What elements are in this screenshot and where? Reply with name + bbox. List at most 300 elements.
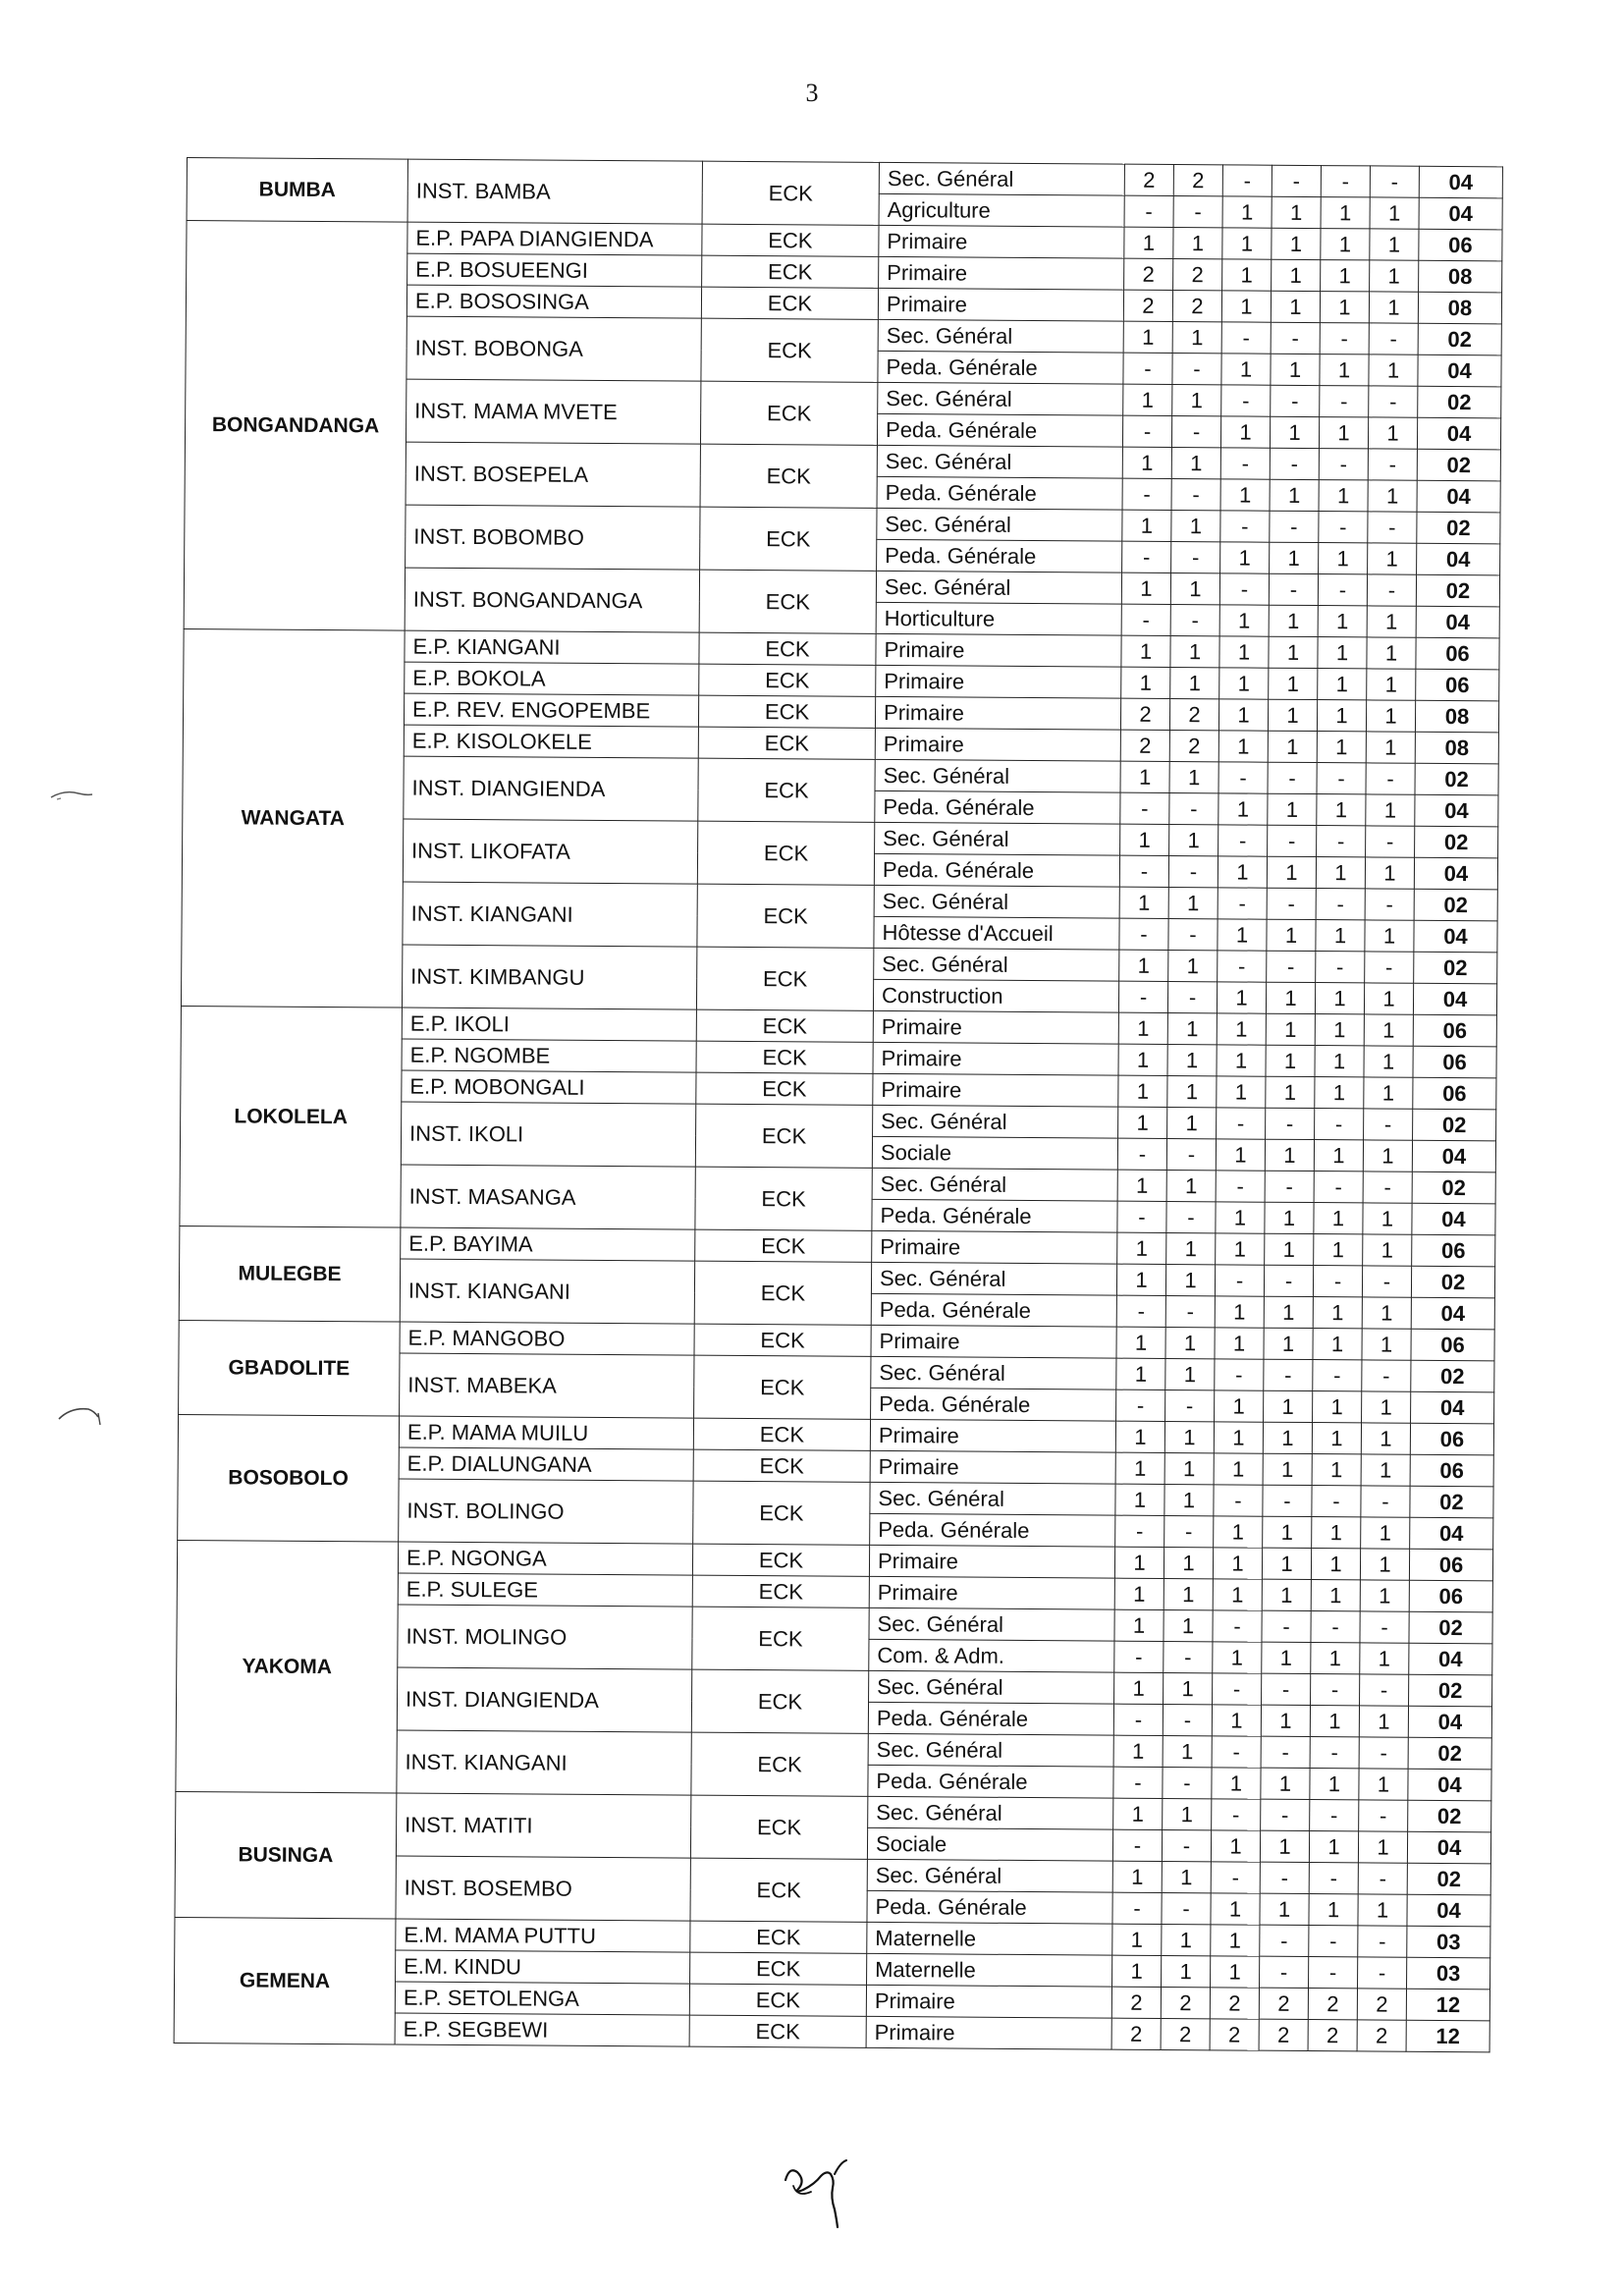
school-cell: E.P. MOBONGALI (402, 1070, 696, 1104)
count-cell: - (1213, 1610, 1262, 1642)
count-cell: 1 (1164, 1578, 1213, 1609)
count-cell: 1 (1222, 228, 1272, 259)
section-cell: Sec. Général (877, 508, 1122, 541)
count-cell: 1 (1120, 824, 1169, 855)
count-cell: - (1260, 1862, 1309, 1893)
section-cell: Peda. Générale (872, 1199, 1117, 1232)
count-cell: 1 (1272, 259, 1321, 291)
count-cell: 1 (1365, 857, 1414, 889)
count-cell: 1 (1166, 1170, 1216, 1201)
count-cell: 1 (1211, 1830, 1260, 1862)
section-cell: Peda. Générale (877, 476, 1122, 510)
count-cell: - (1119, 918, 1168, 950)
count-cell: 1 (1320, 292, 1369, 323)
school-cell: INST. BOLINGO (399, 1479, 693, 1544)
count-cell: - (1361, 1486, 1410, 1517)
count-cell: 2 (1210, 2019, 1259, 2050)
count-cell: 1 (1121, 667, 1170, 698)
section-cell: Primaire (876, 633, 1121, 667)
school-cell: E.P. MANGOBO (400, 1322, 694, 1355)
count-cell: 1 (1162, 1955, 1211, 1987)
total-cell: 06 (1412, 1234, 1495, 1267)
school-cell: E.P. SETOLENGA (395, 1982, 689, 2015)
count-cell: - (1166, 1201, 1216, 1232)
section-cell: Primaire (873, 1042, 1118, 1075)
organization-cell: ECK (697, 821, 874, 885)
total-cell: 02 (1417, 449, 1500, 481)
count-cell: - (1118, 981, 1167, 1012)
count-cell: - (1318, 574, 1367, 606)
count-cell: 1 (1217, 1045, 1266, 1076)
count-cell: - (1370, 166, 1419, 197)
count-cell: 1 (1363, 1140, 1412, 1172)
count-cell: 1 (1218, 731, 1268, 762)
margin-mark-2 (55, 1399, 104, 1429)
count-cell: - (1219, 573, 1269, 605)
district-cell: YAKOMA (176, 1540, 399, 1793)
section-cell: Peda. Générale (868, 1765, 1113, 1798)
total-cell: 04 (1408, 1769, 1491, 1801)
count-cell: 1 (1270, 479, 1319, 511)
organization-cell: ECK (691, 1732, 868, 1796)
count-cell: - (1366, 826, 1415, 857)
count-cell: 1 (1216, 1139, 1265, 1171)
count-cell: 1 (1118, 1075, 1167, 1107)
count-cell: 1 (1262, 1579, 1311, 1610)
count-cell: 1 (1113, 1798, 1163, 1829)
count-cell: 1 (1265, 1202, 1314, 1233)
count-cell: 1 (1312, 1423, 1361, 1454)
count-cell: - (1112, 1892, 1162, 1924)
count-cell: 1 (1315, 1046, 1364, 1077)
count-cell: - (1165, 1390, 1215, 1421)
count-cell: 1 (1168, 951, 1218, 982)
margin-mark-1 (47, 786, 96, 805)
count-cell: - (1309, 1863, 1358, 1894)
organization-cell: ECK (692, 1544, 869, 1576)
count-cell: - (1271, 322, 1320, 354)
count-cell: 1 (1271, 291, 1320, 322)
count-cell: - (1115, 1515, 1164, 1547)
count-cell: 1 (1358, 1894, 1407, 1926)
total-cell: 04 (1407, 1831, 1490, 1864)
section-cell: Maternelle (867, 1922, 1112, 1955)
organization-cell: ECK (702, 161, 879, 225)
count-cell: - (1367, 574, 1416, 606)
count-cell: - (1216, 1171, 1265, 1202)
total-cell: 02 (1408, 1800, 1491, 1832)
count-cell: - (1362, 1266, 1411, 1297)
section-cell: Primaire (869, 1576, 1114, 1609)
count-cell: 1 (1218, 793, 1268, 825)
section-cell: Construction (873, 979, 1118, 1012)
count-cell: - (1267, 888, 1316, 919)
section-cell: Peda. Générale (871, 1293, 1116, 1327)
count-cell: 1 (1266, 982, 1315, 1013)
count-cell: - (1316, 889, 1365, 920)
count-cell: 1 (1310, 1706, 1359, 1737)
count-cell: 1 (1115, 1452, 1164, 1484)
count-cell: 1 (1268, 731, 1317, 762)
total-cell: 02 (1411, 1360, 1494, 1392)
organization-cell: ECK (690, 1858, 867, 1922)
section-cell: Sec. Général (876, 571, 1121, 604)
count-cell: 1 (1220, 479, 1270, 511)
district-cell: BONGANDANGA (184, 221, 407, 631)
count-cell: - (1358, 1863, 1407, 1894)
count-cell: 1 (1165, 1327, 1215, 1358)
total-cell: 06 (1409, 1580, 1492, 1612)
count-cell: 1 (1215, 1328, 1264, 1359)
count-cell: 1 (1216, 1202, 1265, 1233)
school-cell: INST. MATITI (396, 1793, 690, 1858)
count-cell: - (1272, 165, 1321, 196)
count-cell: 1 (1360, 1643, 1409, 1674)
count-cell: - (1163, 1767, 1212, 1798)
count-cell: - (1213, 1673, 1262, 1705)
count-cell: 1 (1112, 1955, 1162, 1987)
count-cell: - (1212, 1736, 1261, 1768)
total-cell: 02 (1414, 952, 1497, 984)
organization-cell: ECK (702, 224, 879, 256)
school-cell: INST. KIANGANI (403, 882, 697, 947)
count-cell: 1 (1119, 887, 1168, 918)
count-cell: - (1120, 792, 1169, 824)
count-cell: 1 (1170, 573, 1219, 605)
total-cell: 02 (1418, 386, 1501, 418)
count-cell: - (1173, 196, 1222, 228)
count-cell: 1 (1264, 1296, 1313, 1328)
count-cell: 1 (1269, 605, 1318, 636)
count-cell: - (1122, 541, 1171, 572)
section-cell: Peda. Générale (878, 351, 1123, 384)
school-cell: E.P. MAMA MUILU (399, 1416, 693, 1449)
count-cell: 1 (1366, 700, 1415, 732)
count-cell: - (1119, 855, 1168, 887)
total-cell: 02 (1418, 323, 1501, 355)
section-cell: Sec. Général (878, 319, 1123, 353)
section-cell: Agriculture (879, 193, 1124, 227)
section-cell: Horticulture (876, 602, 1121, 635)
count-cell: - (1360, 1674, 1409, 1706)
school-cell: INST. MOLINGO (398, 1605, 692, 1669)
count-cell: - (1268, 825, 1317, 856)
total-cell: 08 (1418, 292, 1501, 324)
count-cell: 1 (1173, 228, 1222, 259)
count-cell: 1 (1119, 950, 1168, 981)
count-cell: 1 (1362, 1329, 1411, 1360)
count-cell: 2 (1120, 698, 1169, 730)
count-cell: 2 (1161, 1987, 1210, 2018)
count-cell: 1 (1172, 385, 1221, 416)
organization-cell: ECK (701, 287, 878, 319)
count-cell: 1 (1311, 1580, 1360, 1611)
count-cell: 1 (1320, 354, 1369, 386)
count-cell: 1 (1361, 1517, 1410, 1549)
section-cell: Com. & Adm. (869, 1639, 1114, 1672)
total-cell: 06 (1413, 1014, 1496, 1047)
total-cell: 04 (1419, 166, 1502, 198)
count-cell: - (1313, 1360, 1362, 1391)
section-cell: Sec. Général (875, 822, 1120, 855)
school-cell: INST. LIKOFATA (403, 819, 697, 884)
school-cell: E.P. PAPA DIANGIENDA (407, 222, 702, 255)
total-cell: 12 (1406, 2020, 1489, 2052)
count-cell: 1 (1369, 292, 1418, 323)
section-cell: Sec. Général (870, 1482, 1115, 1515)
total-cell: 04 (1411, 1297, 1494, 1330)
school-cell: INST. BOSEMBO (396, 1856, 690, 1921)
count-cell: - (1113, 1704, 1163, 1735)
count-cell: - (1163, 1704, 1212, 1735)
section-cell: Primaire (869, 1545, 1114, 1578)
count-cell: 1 (1215, 1296, 1264, 1328)
count-cell: 2 (1357, 2020, 1406, 2051)
count-cell: 1 (1164, 1547, 1213, 1578)
total-cell: 04 (1419, 197, 1502, 230)
count-cell: - (1317, 763, 1366, 794)
section-cell: Sec. Général (874, 948, 1119, 981)
district-cell: GEMENA (174, 1917, 396, 2044)
count-cell: 2 (1124, 164, 1173, 195)
organization-cell: ECK (696, 1009, 873, 1042)
count-cell: 2 (1259, 1988, 1308, 2019)
total-cell: 04 (1408, 1706, 1491, 1738)
school-cell: E.P. SULEGE (398, 1573, 692, 1607)
school-cell: E.P. IKOLI (402, 1008, 696, 1041)
count-cell: - (1218, 762, 1268, 793)
organization-cell: ECK (692, 1575, 869, 1608)
count-cell: 1 (1316, 857, 1365, 889)
count-cell: 1 (1217, 1013, 1266, 1045)
school-cell: INST. BOSEPELA (406, 442, 700, 507)
count-cell: - (1313, 1266, 1362, 1297)
organization-cell: ECK (700, 444, 877, 508)
organization-cell: ECK (698, 695, 875, 728)
count-cell: - (1319, 512, 1368, 543)
count-cell: - (1116, 1295, 1165, 1327)
section-cell: Sociale (867, 1827, 1112, 1861)
count-cell: - (1112, 1829, 1162, 1861)
school-cell: E.P. BOKOLA (405, 662, 699, 695)
count-cell: 1 (1368, 480, 1417, 512)
total-cell: 02 (1417, 512, 1500, 544)
count-cell: - (1162, 1892, 1211, 1924)
count-cell: - (1117, 1138, 1166, 1170)
total-cell: 02 (1413, 1109, 1496, 1141)
total-cell: 02 (1409, 1674, 1492, 1707)
count-cell: 2 (1357, 1989, 1406, 2020)
count-cell: - (1369, 323, 1418, 354)
count-cell: 1 (1262, 1642, 1311, 1673)
count-cell: - (1164, 1515, 1214, 1547)
section-cell: Primaire (875, 696, 1120, 730)
count-cell: 2 (1173, 165, 1222, 196)
count-cell: 1 (1214, 1422, 1263, 1453)
count-cell: 1 (1370, 197, 1419, 229)
count-cell: 1 (1263, 1422, 1312, 1453)
count-cell: 1 (1167, 1012, 1217, 1044)
count-cell: 1 (1318, 669, 1367, 700)
count-cell: 1 (1167, 1075, 1217, 1107)
count-cell: - (1270, 511, 1319, 542)
section-cell: Primaire (870, 1419, 1115, 1452)
count-cell: 1 (1266, 1076, 1315, 1108)
organization-cell: ECK (691, 1669, 868, 1733)
section-cell: Sec. Général (868, 1733, 1113, 1767)
section-cell: Primaire (879, 225, 1124, 258)
organization-cell: ECK (689, 1984, 866, 2016)
count-cell: 1 (1271, 354, 1320, 385)
count-cell: 1 (1170, 668, 1219, 699)
count-cell: - (1166, 1138, 1216, 1170)
total-cell: 04 (1414, 857, 1497, 890)
count-cell: 1 (1367, 606, 1416, 637)
count-cell: - (1269, 573, 1318, 605)
total-cell: 12 (1406, 1989, 1489, 2021)
count-cell: 1 (1112, 1861, 1162, 1892)
count-cell: - (1316, 952, 1365, 983)
count-cell: 1 (1114, 1578, 1164, 1609)
count-cell: 1 (1266, 1013, 1315, 1045)
count-cell: 1 (1363, 1234, 1412, 1266)
total-cell: 04 (1411, 1391, 1494, 1424)
count-cell: - (1314, 1172, 1363, 1203)
count-cell: - (1260, 1925, 1309, 1956)
count-cell: 1 (1317, 700, 1366, 732)
organization-cell: ECK (699, 570, 876, 633)
school-cell: E.P. REV. ENGOPEMBE (404, 693, 698, 727)
count-cell: 1 (1309, 1831, 1358, 1863)
count-cell: 1 (1217, 1076, 1266, 1108)
school-cell: INST. KIANGANI (400, 1259, 694, 1324)
total-cell: 04 (1409, 1643, 1492, 1675)
count-cell: 1 (1311, 1643, 1360, 1674)
district-cell: GBADOLITE (179, 1320, 401, 1416)
total-cell: 06 (1411, 1329, 1494, 1361)
count-cell: - (1167, 981, 1217, 1012)
count-cell: 1 (1123, 321, 1172, 353)
section-cell: Peda. Générale (871, 1388, 1116, 1421)
count-cell: - (1261, 1736, 1310, 1768)
organization-cell: ECK (702, 255, 879, 288)
organization-cell: ECK (700, 507, 877, 571)
count-cell: 1 (1218, 919, 1267, 951)
section-cell: Primaire (879, 256, 1124, 290)
count-cell: 1 (1267, 856, 1316, 888)
section-cell: Maternelle (867, 1953, 1112, 1987)
count-cell: 1 (1368, 417, 1417, 449)
count-cell: 2 (1308, 2020, 1357, 2051)
count-cell: - (1266, 1108, 1315, 1139)
count-cell: 2 (1111, 1987, 1161, 2018)
count-cell: 1 (1313, 1297, 1362, 1329)
total-cell: 02 (1412, 1172, 1495, 1204)
count-cell: 1 (1118, 1107, 1167, 1138)
district-cell: BUSINGA (175, 1791, 397, 1919)
count-cell: 2 (1124, 258, 1173, 290)
count-cell: 1 (1167, 1044, 1217, 1075)
count-cell: 1 (1171, 511, 1220, 542)
total-cell: 06 (1416, 669, 1499, 701)
count-cell: - (1218, 888, 1267, 919)
count-cell: - (1214, 1485, 1263, 1516)
count-cell: 1 (1310, 1769, 1359, 1800)
count-cell: - (1114, 1641, 1164, 1672)
count-cell: 1 (1171, 448, 1220, 479)
count-cell: 1 (1314, 1234, 1363, 1266)
count-cell: 1 (1263, 1453, 1312, 1485)
count-cell: 1 (1321, 229, 1370, 260)
count-cell: 1 (1363, 1203, 1412, 1234)
count-cell: 1 (1270, 542, 1319, 573)
count-cell: 1 (1314, 1140, 1363, 1172)
count-cell: - (1310, 1800, 1359, 1831)
count-cell: 1 (1269, 668, 1318, 699)
count-cell: 1 (1122, 447, 1171, 478)
count-cell: 1 (1214, 1453, 1263, 1485)
count-cell: 1 (1318, 637, 1367, 669)
total-cell: 02 (1407, 1863, 1490, 1895)
total-cell: 02 (1414, 889, 1497, 921)
count-cell: 2 (1161, 2018, 1210, 2049)
count-cell: 1 (1115, 1421, 1164, 1452)
count-cell: - (1368, 449, 1417, 480)
total-cell: 04 (1412, 1140, 1495, 1172)
count-cell: 1 (1114, 1547, 1164, 1578)
count-cell: 1 (1162, 1924, 1211, 1955)
school-cell: INST. BOBONGA (406, 316, 701, 381)
count-cell: - (1264, 1359, 1313, 1390)
count-cell: 1 (1166, 1232, 1216, 1264)
section-cell: Primaire (873, 1010, 1118, 1044)
count-cell: 1 (1122, 510, 1171, 541)
count-cell: - (1162, 1829, 1211, 1861)
count-cell: 1 (1313, 1391, 1362, 1423)
count-cell: 1 (1117, 1170, 1166, 1201)
district-cell: BOSOBOLO (178, 1414, 400, 1542)
count-cell: - (1217, 1108, 1266, 1139)
count-cell: - (1122, 478, 1171, 510)
count-cell: - (1261, 1799, 1310, 1830)
count-cell: - (1221, 385, 1271, 416)
organization-cell: ECK (693, 1449, 870, 1482)
total-cell: 04 (1416, 606, 1499, 638)
count-cell: - (1358, 1957, 1407, 1989)
count-cell: - (1267, 951, 1316, 982)
school-cell: E.P. BOSOSINGA (406, 285, 701, 318)
section-cell: Sec. Général (874, 885, 1119, 918)
school-cell: INST. BOBOMBO (406, 505, 700, 570)
total-cell: 08 (1415, 700, 1498, 733)
count-cell: - (1263, 1485, 1312, 1516)
total-cell: 04 (1417, 417, 1500, 450)
count-cell: 1 (1211, 1893, 1260, 1925)
count-cell: - (1321, 166, 1370, 197)
organization-cell: ECK (696, 947, 873, 1010)
count-cell: 1 (1319, 417, 1368, 449)
count-cell: 1 (1211, 1925, 1260, 1956)
count-cell: - (1359, 1737, 1408, 1769)
count-cell: 1 (1268, 793, 1317, 825)
count-cell: 1 (1124, 227, 1173, 258)
count-cell: 1 (1315, 983, 1364, 1014)
count-cell: 1 (1164, 1672, 1213, 1704)
count-cell: - (1220, 448, 1270, 479)
school-cell: INST. DIANGIENDA (397, 1667, 691, 1732)
school-cell: E.P. KISOLOKELE (404, 725, 698, 758)
count-cell: - (1260, 1956, 1309, 1988)
